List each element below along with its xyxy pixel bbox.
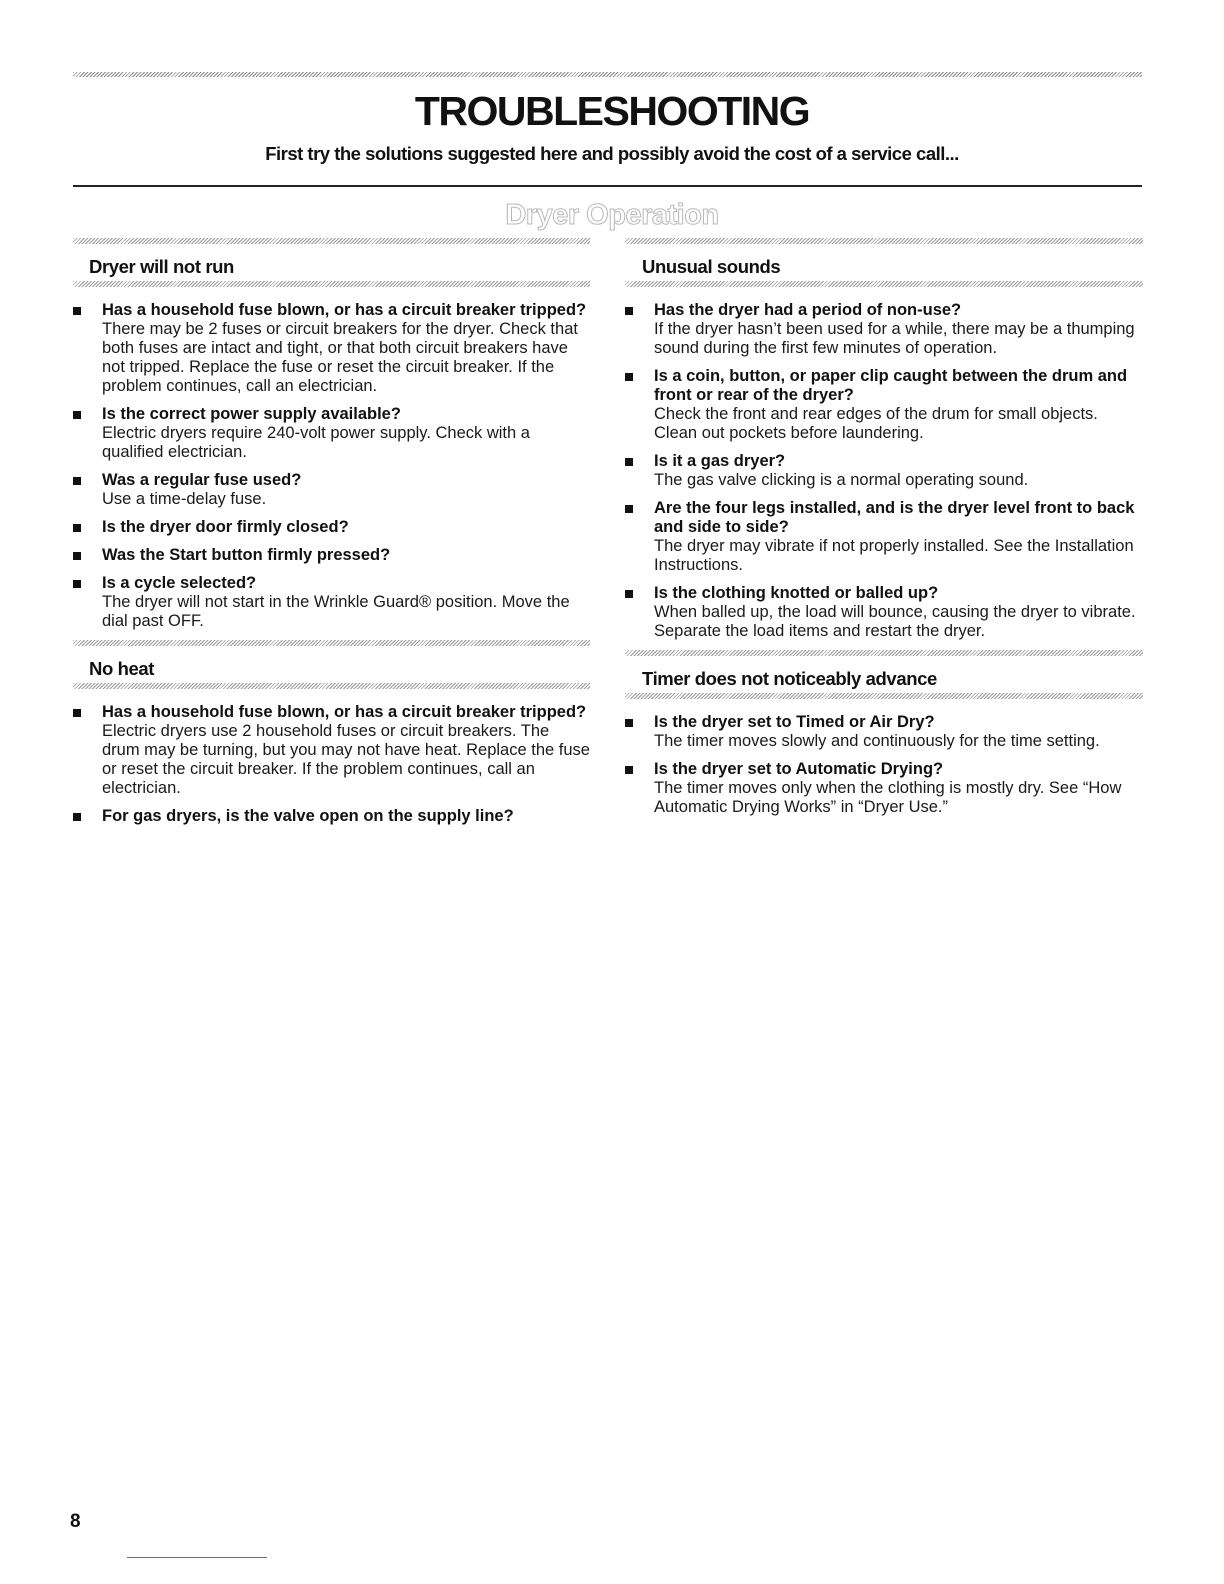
question-list	[73, 301, 590, 631]
answer-text: The gas valve clicking is a normal operating sound.	[654, 471, 1029, 489]
answer-text: Electric dryers use 2 household fuses or circuit breakers. The drum may be turning, but you may not have heat. Replace the fuse or reset the circuit breaker. If the problem continues, call an electrician.	[102, 722, 590, 797]
question-text: For gas dryers, is the valve open on the supply line?	[102, 807, 514, 825]
question-text: Are the four legs installed, and is the dryer level front to back and side to side?	[654, 499, 1135, 536]
list-item	[73, 405, 590, 462]
troubleshooting-group	[73, 640, 590, 826]
list-item	[73, 301, 590, 396]
question-text: Was a regular fuse used?	[102, 471, 302, 489]
question-text: Is a cycle selected?	[102, 574, 257, 592]
question-text: Is the dryer door firmly closed?	[102, 518, 349, 536]
square-bullet-icon	[73, 411, 81, 419]
list-item	[73, 546, 590, 565]
group-title: No heat	[89, 658, 155, 679]
list-item	[73, 703, 590, 798]
square-bullet-icon	[625, 766, 633, 774]
troubleshooting-group	[625, 238, 1143, 641]
question-list	[73, 703, 590, 826]
question-text: Was the Start button firmly pressed?	[102, 546, 391, 564]
square-bullet-icon	[625, 505, 633, 513]
square-bullet-icon	[625, 590, 633, 598]
group-header	[73, 640, 590, 689]
square-bullet-icon	[73, 524, 81, 532]
list-item	[625, 584, 1143, 641]
page-number: 8	[70, 1511, 81, 1532]
group-title: Dryer will not run	[89, 256, 234, 277]
question-text: Is the dryer set to Automatic Drying?	[654, 760, 944, 778]
answer-text: The dryer will not start in the Wrinkle Guard® position. Move the dial past OFF.	[102, 593, 570, 630]
list-item	[73, 471, 590, 509]
list-item	[625, 713, 1143, 751]
group-header	[625, 238, 1143, 287]
list-item	[73, 807, 590, 826]
group-header	[625, 650, 1143, 699]
answer-text: If the dryer hasn’t been used for a while, there may be a thumping sound during the first few minutes of operation.	[654, 320, 1135, 357]
title-divider	[73, 185, 1142, 187]
answer-text: Electric dryers require 240-volt power supply. Check with a qualified electrician.	[102, 424, 530, 461]
question-list	[625, 301, 1143, 641]
hatched-rule	[625, 693, 1143, 699]
question-text: Is the correct power supply available?	[102, 405, 401, 423]
list-item	[625, 452, 1143, 490]
page-title: TROUBLESHOOTING	[414, 88, 810, 134]
footer-line	[127, 1557, 267, 1558]
question-text: Has the dryer had a period of non-use?	[654, 301, 962, 319]
right-column	[625, 238, 1143, 826]
list-item	[73, 518, 590, 537]
square-bullet-icon	[73, 709, 81, 717]
page-subtitle: First try the solutions suggested here and possibly avoid the cost of a service call...	[265, 143, 959, 164]
square-bullet-icon	[73, 813, 81, 821]
section-heading: Dryer Operation	[505, 199, 719, 231]
question-text: Is a coin, button, or paper clip caught between the drum and front or rear of the dryer?	[654, 367, 1128, 404]
answer-text: The timer moves slowly and continuously for the time setting.	[654, 732, 1100, 750]
list-item	[625, 301, 1143, 358]
answer-text: The dryer may vibrate if not properly installed. See the Installation Instructions.	[654, 537, 1134, 574]
question-text: Is the dryer set to Timed or Air Dry?	[654, 713, 935, 731]
question-text: Is the clothing knotted or balled up?	[654, 584, 939, 602]
answer-text: Use a time-delay fuse.	[102, 490, 267, 508]
answer-text: There may be 2 fuses or circuit breakers for the dryer. Check that both fuses are intact and tight, or that both circuit breakers have not tripped. Replace the fuse or reset the circuit breaker. If the problem continues, call an electrician.	[102, 320, 578, 395]
question-text: Is it a gas dryer?	[654, 452, 786, 470]
hatched-rule	[73, 281, 590, 287]
group-title: Unusual sounds	[642, 256, 781, 277]
troubleshooting-group	[73, 238, 590, 631]
hatched-rule	[73, 683, 590, 689]
top-hatched-rule	[73, 72, 1142, 77]
square-bullet-icon	[73, 307, 81, 315]
list-item	[73, 574, 590, 631]
square-bullet-icon	[625, 373, 633, 381]
group-title: Timer does not noticeably advance	[642, 668, 937, 689]
square-bullet-icon	[73, 477, 81, 485]
answer-text: Check the front and rear edges of the drum for small objects. Clean out pockets before laundering.	[654, 405, 1098, 442]
answer-text: When balled up, the load will bounce, causing the dryer to vibrate. Separate the load items and restart the dryer.	[654, 603, 1136, 640]
question-text: Has a household fuse blown, or has a circuit breaker tripped?	[102, 703, 587, 721]
list-item	[625, 760, 1143, 817]
group-header	[73, 238, 590, 287]
square-bullet-icon	[625, 458, 633, 466]
square-bullet-icon	[625, 719, 633, 727]
left-column	[73, 238, 590, 835]
list-item	[625, 367, 1143, 443]
answer-text: The timer moves only when the clothing is mostly dry. See “How Automatic Drying Works” in “Dryer Use.”	[654, 779, 1122, 816]
question-text: Has a household fuse blown, or has a circuit breaker tripped?	[102, 301, 587, 319]
question-list	[625, 713, 1143, 817]
list-item	[625, 499, 1143, 575]
square-bullet-icon	[73, 580, 81, 588]
square-bullet-icon	[73, 552, 81, 560]
troubleshooting-group	[625, 650, 1143, 817]
square-bullet-icon	[625, 307, 633, 315]
hatched-rule	[625, 281, 1143, 287]
